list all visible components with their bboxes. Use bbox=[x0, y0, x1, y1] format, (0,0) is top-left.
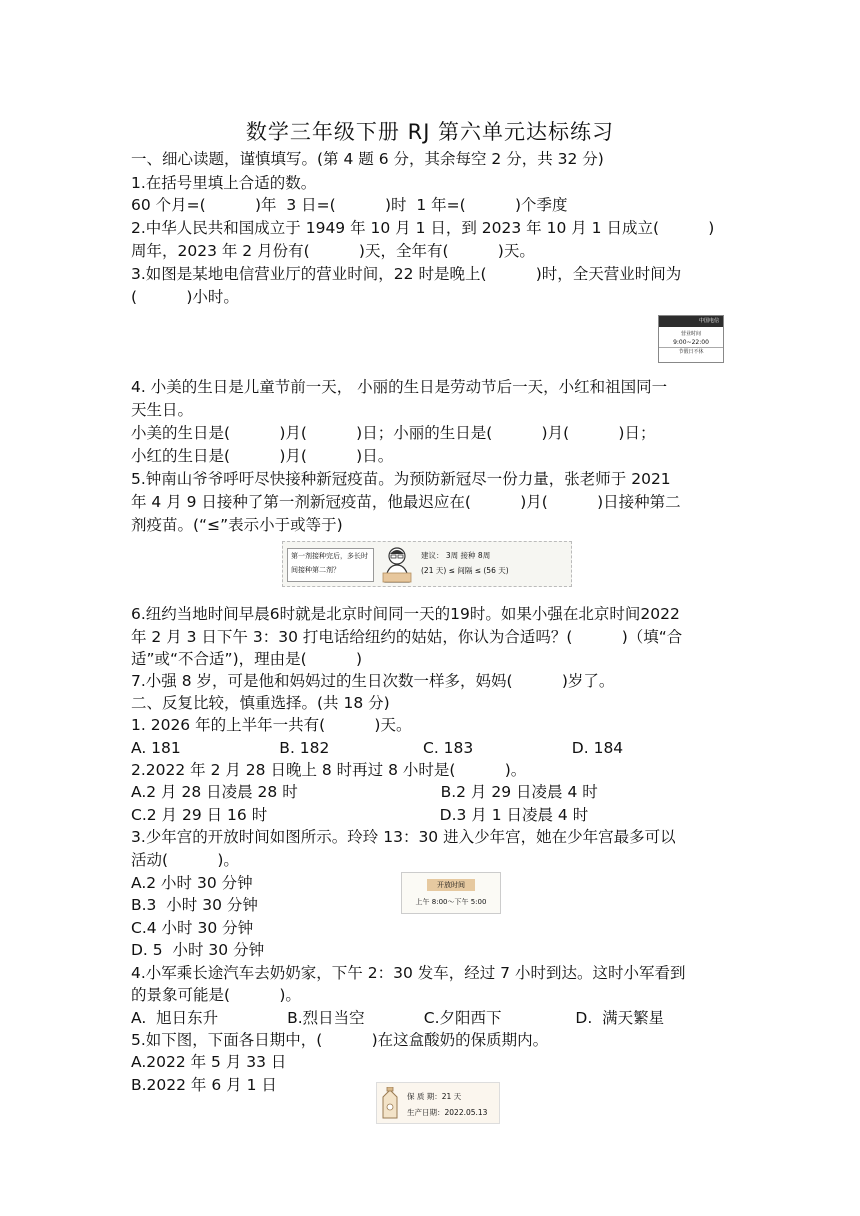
choice-option: B.2022 年 6 月 1 日 bbox=[131, 1076, 277, 1094]
choice-options: A. 旭日东升 B.烈日当空 C.夕阳西下 D. 满天繁星 bbox=[131, 1009, 665, 1027]
sign-label: 营业时间 bbox=[680, 331, 701, 337]
question-text: 的景象可能是( )。 bbox=[131, 986, 301, 1004]
question-text: 3.少年宫的开放时间如图所示。玲玲 13：30 进入少年宫，她在少年宫最多可以 bbox=[131, 828, 676, 846]
choice-option: A.2 小时 30 分钟 bbox=[131, 874, 253, 892]
question-text: 剂疫苗。(“≤”表示小于或等于) bbox=[131, 516, 343, 534]
question-text: 60 个月=( )年 3 日=( )时 1 年=( )个季度 bbox=[131, 196, 568, 214]
choice-options: C.2 月 29 日 16 时 D.3 月 1 日凌晨 4 时 bbox=[131, 806, 589, 824]
page-title: 数学三年级下册 RJ 第六单元达标练习 bbox=[245, 120, 615, 144]
question-text: 天生日。 bbox=[131, 401, 194, 419]
telecom-logo: 中国电信 bbox=[659, 316, 723, 327]
question-text: 5.钟南山爷爷呼吁尽快接种新冠疫苗。为预防新冠尽一份力量，张老师于 2021 bbox=[131, 470, 671, 488]
question-text: 小美的生日是( )月( )日；小丽的生日是( )月( )日； bbox=[131, 424, 656, 442]
question-text: 2.2022 年 2 月 28 日晚上 8 时再过 8 小时是( )。 bbox=[131, 761, 527, 779]
choice-options: A. 181 B. 182 C. 183 D. 184 bbox=[131, 739, 624, 757]
question-text: 4. 小美的生日是儿童节前一天， 小丽的生日是劳动节后一天，小红和祖国同一 bbox=[131, 378, 668, 396]
question-text: 3.如图是某地电信营业厅的营业时间，22 时是晚上( )时，全天营业时间为 bbox=[131, 265, 682, 283]
question-text: 7.小强 8 岁，可是他和妈妈过的生日次数一样多，妈妈( )岁了。 bbox=[131, 672, 615, 690]
choice-option: A.2022 年 5 月 33 日 bbox=[131, 1053, 287, 1071]
vaccine-interval-figure bbox=[282, 541, 572, 587]
sign-hours: 9:00~22:00 bbox=[673, 339, 709, 346]
choice-option: D. 5 小时 30 分钟 bbox=[131, 941, 265, 959]
opening-hours-time: 上午 8:00～下午 5:00 bbox=[415, 898, 487, 906]
telecom-hours-sign bbox=[658, 315, 724, 363]
question-text: 周年，2023 年 2 月份有( )天，全年有( )天。 bbox=[131, 242, 535, 260]
question-text: 2.中华人民共和国成立于 1949 年 10 月 1 日，到 2023 年 10 月 1 日成立( ) bbox=[131, 219, 715, 237]
sign-note: 节假日不休 bbox=[659, 347, 723, 356]
section-2-heading: 二、反复比较，慎重选择。(共 18 分) bbox=[131, 694, 390, 712]
vaccine-interval-text bbox=[421, 548, 567, 578]
question-text: 活动( )。 bbox=[131, 851, 239, 869]
vaccine-line-1: 建议： 3周 接种 8周 bbox=[421, 551, 491, 560]
question-text: ( )小时。 bbox=[131, 288, 239, 306]
question-text: 年 4 月 9 日接种了第一剂新冠疫苗，他最迟应在( )月( )日接种第二 bbox=[131, 493, 681, 511]
choice-option: C.4 小时 30 分钟 bbox=[131, 919, 254, 937]
vaccine-line-2: (21 天) ≤ 间隔 ≤ (56 天) bbox=[421, 566, 509, 575]
question-text: 1. 2026 年的上半年一共有( )天。 bbox=[131, 716, 412, 734]
question-text: 适”或“不合适”)，理由是( ) bbox=[131, 650, 363, 668]
choice-options: A.2 月 28 日凌晨 28 时 B.2 月 29 日凌晨 4 时 bbox=[131, 783, 598, 801]
question-text: 1.在括号里填上合适的数。 bbox=[131, 174, 317, 192]
opening-hours-badge: 开放时间 bbox=[427, 879, 475, 891]
question-text: 小红的生日是( )月( )日。 bbox=[131, 447, 394, 465]
opening-hours-figure bbox=[401, 872, 501, 914]
yogurt-production-date: 生产日期：2022.05.13 bbox=[407, 1108, 488, 1117]
choice-option: B.3 小时 30 分钟 bbox=[131, 896, 258, 914]
vaccine-question: 第一剂接种完后，多长时间接种第二剂？ bbox=[287, 548, 374, 582]
question-text: 4.小军乘长途汽车去奶奶家，下午 2：30 发车，经过 7 小时到达。这时小军看到 bbox=[131, 964, 686, 982]
doctor-illustration-icon bbox=[379, 545, 415, 583]
yogurt-carton-icon bbox=[381, 1087, 399, 1119]
question-text: 6.纽约当地时间早晨6时就是北京时间同一天的19时。如果小强在北京时间2022 bbox=[131, 605, 680, 623]
section-1-heading: 一、细心读题，谨慎填写。(第 4 题 6 分，其余每空 2 分，共 32 分) bbox=[131, 150, 604, 168]
question-text: 5.如下图，下面各日期中，( )在这盒酸奶的保质期内。 bbox=[131, 1031, 549, 1049]
yogurt-label-figure bbox=[376, 1082, 500, 1124]
yogurt-shelf-life: 保 质 期：21 天 bbox=[407, 1092, 462, 1101]
question-text: 年 2 月 3 日下午 3：30 打电话给纽约的姑姑，你认为合适吗？( )（填“合 bbox=[131, 628, 683, 646]
